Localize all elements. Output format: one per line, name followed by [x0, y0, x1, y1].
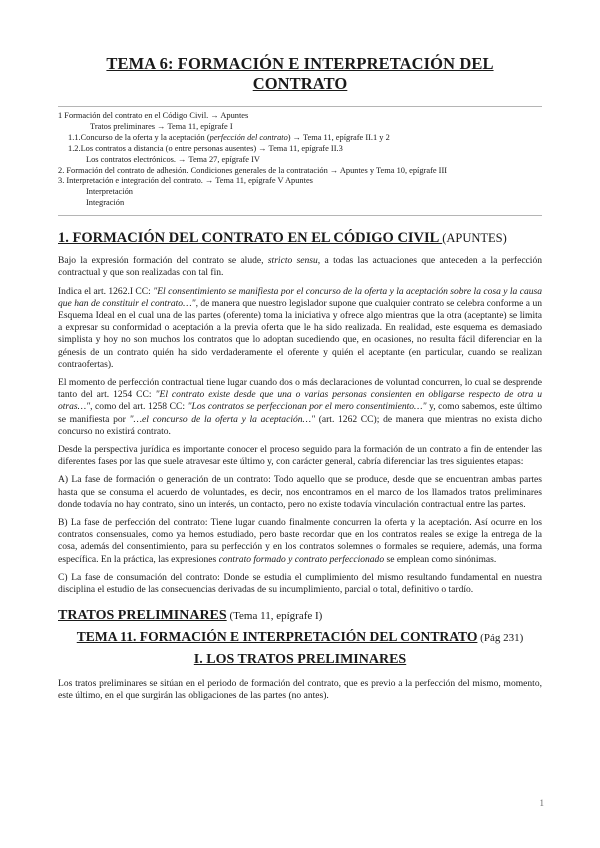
toc-line: 3. Interpretación e integración del contrato. → Tema 11, epígrafe V Apuntes — [58, 176, 313, 186]
toc-line: Integración — [86, 198, 125, 208]
toc-line: Los contratos electrónicos. → Tema 27, epígrafe IV — [86, 154, 260, 164]
paragraph: Indica el art. 1262.I CC: "El consentimiento se manifiesta por el concurso de la oferta y la aceptación sobre la cosa y la causa que han de constituir el contrato…", de manera que nuestro legislador supone que cualquier contrato se celebra conforme a un Esquema Ideal en el cual una de las partes (oferente) toma la iniciativa y ofrece algo mientras que la otra (aceptante) se limita a expresar su conformidad o aceptación a la previa oferta que le ha sido realizada. En realidad, este esquema es demasiado simplista y hoy no son muchos los contratos que lo adoptan sucediendo que, en ocasiones, no resulta fácil diferenciar en la génesis de un contrato quién ha sido verdaderamente el oferente y quién el aceptante (en particular, cuando se realizan contraofertas). — [58, 285, 542, 370]
toc-line: Interpretación — [86, 187, 133, 197]
paragraph: Los tratos preliminares se sitúan en el periodo de formación del contrato, que es previo a la perfección del mismo, momento, este último, en el que surgirán las obligaciones de las partes (no antes). — [58, 678, 542, 702]
toc-line: 1.1.Concurso de la oferta y la aceptación (perfección del contrato) → Tema 11, epígrafe II.1 y 2 — [68, 132, 390, 142]
divider-bottom — [58, 215, 542, 216]
paragraph: C) La fase de consumación del contrato: Donde se estudia el cumplimiento del mismo resultando fundamental en nuestra disciplina el estudio de las consecuencias derivadas de su incumplimiento, parcial o total, definitivo o tardío. — [58, 571, 542, 596]
paragraph: B) La fase de perfección del contrato: Tiene lugar cuando finalmente concurren la oferta y la aceptación. Así ocurre en los contratos consensuales, como ya hemos estudiado, pero baste recordar que en los contratos reales se exige la entrega de la cosa, además del consentimiento, para su perfección y en los contratos solemnes o formales se requiere, además, una forma específica. En la práctica, las expresiones contrato formado y contrato perfeccionado se emplean como sinónimas. — [58, 517, 542, 565]
section-heading: 1. FORMACIÓN DEL CONTRATO EN EL CÓDIGO CIVIL (APUNTES) — [58, 230, 507, 247]
paragraph: A) La fase de formación o generación de un contrato: Todo aquello que se produce, desde que se encuentran ambas partes hasta que se consuma el acuerdo de voluntades, es decir, nos encontramos en el marco de los llamados tratos preliminares donde todavía no hay contrato, sino un interés, un contacto, pero no existe todavía vinculación contractual entre las partes. — [58, 474, 542, 510]
document-title: TEMA 6: FORMACIÓN E INTERPRETACIÓN DEL CONTRATO — [106, 54, 494, 93]
tema-heading: TEMA 11. FORMACIÓN E INTERPRETACIÓN DEL CONTRATO (Pág 231) — [76, 629, 524, 645]
paragraph: Desde la perspectiva jurídica es importante conocer el proceso seguido para la formación de un contrato a fin de entender las diferentes fases por las que suele atravesar este último y, con carácter general, cabría diferenciar las tres siguientes etapas: — [58, 444, 542, 468]
toc-line: Tratos preliminares → Tema 11, epígrafe I — [90, 121, 233, 131]
paragraph: El momento de perfección contractual tiene lugar cuando dos o más declaraciones de voluntad concurren, lo cual se desprende tanto del art. 1254 CC: "El contrato existe desde que una o varias personas consienten en obligarse respecto de otra u otras…", como del art. 1258 CC: "Los contratos se perfeccionan por el mero consentimiento…" y, como sabemos, este último se manifiesta por "…el concurso de la oferta y la aceptación…" (art. 1262 CC); de manera que mientras no exista dicho concurso no existirá contrato. — [58, 376, 542, 437]
toc-line: 1.2.Los contratos a distancia (o entre personas ausentes) → Tema 11, epígrafe II.3 — [68, 143, 343, 153]
toc-line: 1 Formación del contrato en el Código Civil. → Apuntes — [58, 111, 249, 120]
subsection-heading: TRATOS PRELIMINARES (Tema 11, epígrafe I) — [58, 608, 323, 624]
toc-line: 2. Formación del contrato de adhesión. Condiciones generales de la contratación → Apuntes y Tema 10, epígrafe III — [58, 165, 448, 175]
tratos-heading: I. LOS TRATOS PRELIMINARES — [193, 652, 407, 668]
table-of-contents — [58, 107, 542, 215]
page-number: 1 — [539, 798, 544, 808]
paragraph: Bajo la expresión formación del contrato se alude, stricto sensu, a todas las actuaciones que anteceden a la perfección contractual y que son realizadas con tal fin. — [58, 255, 542, 279]
